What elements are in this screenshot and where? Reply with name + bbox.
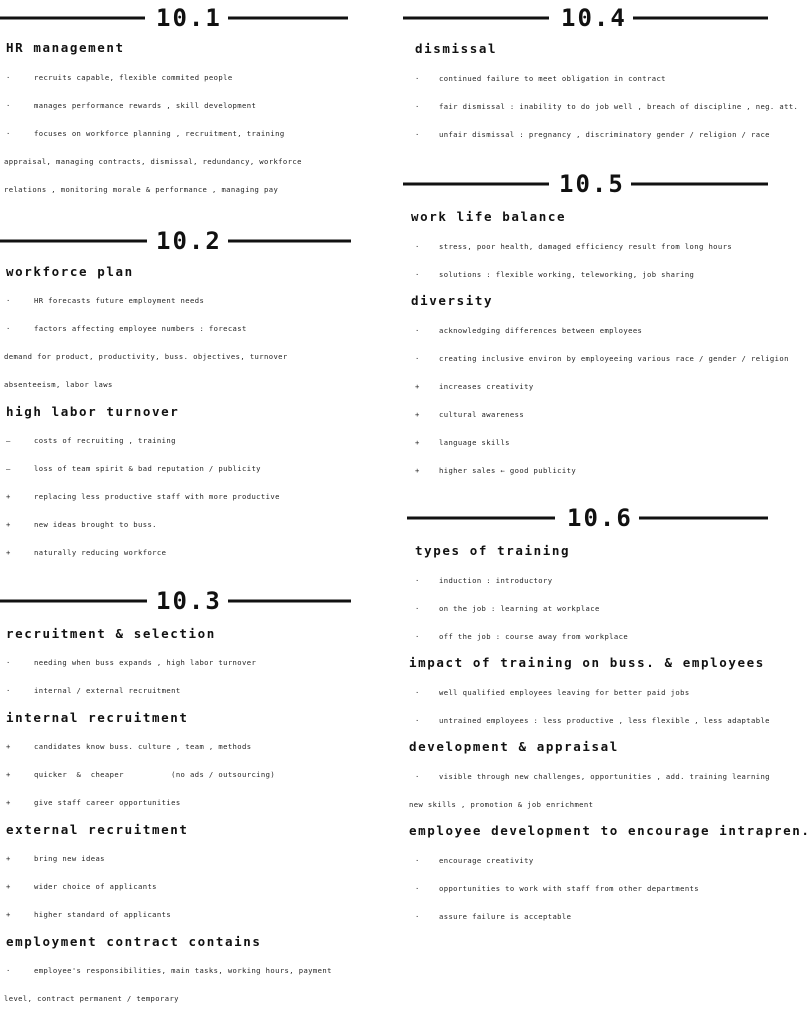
- section-divider-10-1: [0, 3, 354, 33]
- list-item: + new ideas brought to buss.: [6, 520, 157, 529]
- list-item: + candidates know buss. culture , team , methods: [6, 742, 252, 751]
- list-item: + higher standard of applicants: [6, 910, 172, 919]
- list-item-continuation: level, contract permanent / temporary: [4, 994, 179, 1003]
- section-divider-10-2: [0, 226, 354, 256]
- list-item: + give staff career opportunities: [6, 798, 181, 807]
- section-heading: recruitment & selection: [6, 626, 216, 641]
- list-item: + increases creativity: [415, 382, 534, 391]
- list-item: · visible through new challenges, opportunities , add. training learning: [415, 772, 770, 781]
- list-item: + cultural awareness: [415, 410, 525, 419]
- list-item: + naturally reducing workforce: [6, 548, 167, 557]
- left-column: [0, 0, 354, 1024]
- section-heading: workforce plan: [6, 264, 134, 279]
- list-item: · HR forecasts future employment needs: [6, 296, 205, 305]
- subsection-heading: high labor turnover: [6, 404, 180, 419]
- list-item: · fair dismissal : inability to do job well , breach of discipline , neg. att.: [415, 102, 799, 111]
- list-item: – loss of team spirit & bad reputation / publicity: [6, 464, 261, 473]
- list-item: · needing when buss expands , high labor turnover: [6, 658, 257, 667]
- list-item: + wider choice of applicants: [6, 882, 157, 891]
- list-item: · creating inclusive environ by employeeing various race / gender / religion: [415, 354, 789, 363]
- list-item-continuation: demand for product, productivity, buss. objectives, turnover: [4, 352, 288, 361]
- list-item: · on the job : learning at workplace: [415, 604, 600, 613]
- list-item: – costs of recruiting , training: [6, 436, 176, 445]
- list-item: · off the job : course away from workplace: [415, 632, 629, 641]
- right-column: [403, 0, 811, 1024]
- list-item: · untrained employees : less productive , less flexible , less adaptable: [415, 716, 770, 725]
- section-heading: dismissal: [415, 41, 498, 56]
- list-item: · unfair dismissal : pregnancy , discriminatory gender / religion / race: [415, 130, 770, 139]
- subsection-heading: employee development to encourage intrapren.: [409, 823, 811, 838]
- section-number: 10.3: [150, 587, 228, 615]
- section-heading: types of training: [415, 543, 571, 558]
- list-item: · focuses on workforce planning , recruitment, training: [6, 129, 285, 138]
- list-item: · acknowledging differences between employees: [415, 326, 643, 335]
- list-item: · opportunities to work with staff from other departments: [415, 884, 699, 893]
- section-heading: HR management: [6, 40, 125, 55]
- section-divider-10-3: [0, 586, 354, 616]
- list-item: · assure failure is acceptable: [415, 912, 572, 921]
- list-item: + quicker & cheaper (no ads / outsourcing): [6, 770, 276, 779]
- list-item: + replacing less productive staff with more productive: [6, 492, 280, 501]
- section-number: 10.4: [555, 4, 633, 32]
- list-item: · employee's responsibilities, main tasks, working hours, payment: [6, 966, 332, 975]
- list-item: · continued failure to meet obligation in contract: [415, 74, 666, 83]
- list-item: + bring new ideas: [6, 854, 105, 863]
- subsection-heading: impact of training on buss. & employees: [409, 655, 765, 670]
- section-number: 10.2: [150, 227, 228, 255]
- section-heading: work life balance: [411, 209, 567, 224]
- subsection-heading: external recruitment: [6, 822, 189, 837]
- subsection-heading: diversity: [411, 293, 494, 308]
- list-item: · internal / external recruitment: [6, 686, 181, 695]
- list-item: · recruits capable, flexible commited people: [6, 73, 233, 82]
- subsection-heading: development & appraisal: [409, 739, 619, 754]
- list-item-continuation: relations , monitoring morale & performance , managing pay: [4, 185, 279, 194]
- section-number: 10.6: [561, 504, 639, 532]
- list-item: · stress, poor health, damaged efficiency result from long hours: [415, 242, 733, 251]
- section-number: 10.5: [553, 170, 631, 198]
- list-item: · encourage creativity: [415, 856, 534, 865]
- list-item-continuation: absenteeism, labor laws: [4, 380, 113, 389]
- list-item: · well qualified employees leaving for better paid jobs: [415, 688, 690, 697]
- section-divider-10-6: [403, 503, 768, 533]
- section-number: 10.1: [150, 4, 228, 32]
- list-item: · manages performance rewards , skill development: [6, 101, 257, 110]
- list-item: + language skills: [415, 438, 510, 447]
- list-item: + higher sales ← good publicity: [415, 466, 577, 475]
- list-item: · factors affecting employee numbers : forecast: [6, 324, 247, 333]
- list-item-continuation: new skills , promotion & job enrichment: [409, 800, 594, 809]
- subsection-heading: employment contract contains: [6, 934, 262, 949]
- list-item: · induction : introductory: [415, 576, 553, 585]
- section-divider-10-4: [403, 3, 768, 33]
- list-item: · solutions : flexible working, teleworking, job sharing: [415, 270, 695, 279]
- list-item-continuation: appraisal, managing contracts, dismissal, redundancy, workforce: [4, 157, 302, 166]
- section-divider-10-5: [403, 169, 768, 199]
- subsection-heading: internal recruitment: [6, 710, 189, 725]
